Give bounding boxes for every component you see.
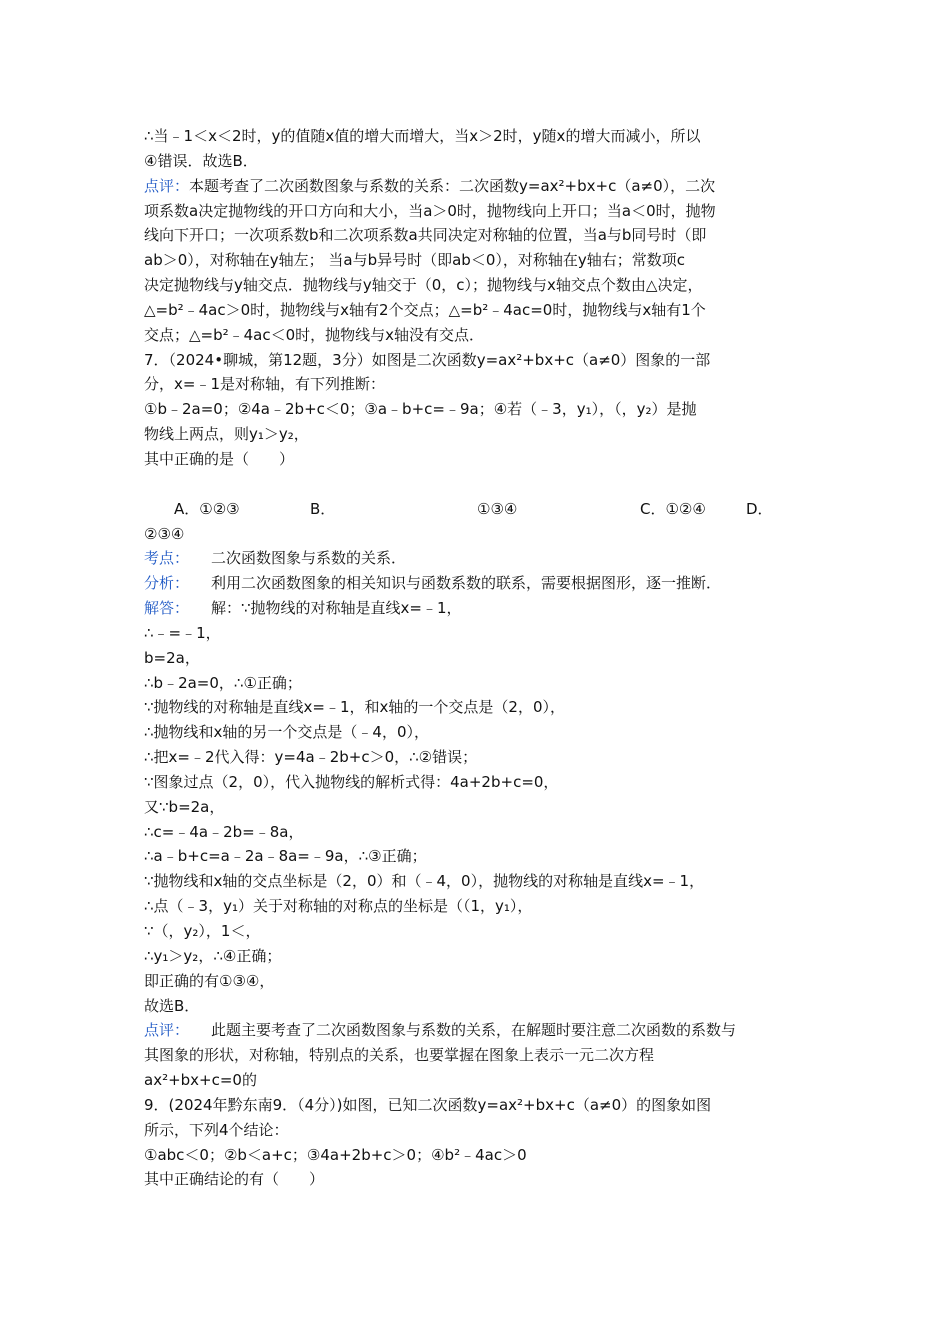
text-line: ∴y₁＞y₂，∴④正确；: [144, 946, 282, 965]
option-b-value: ①③④: [477, 499, 518, 518]
text-line: 其中正确结论的有（ ）: [144, 1170, 325, 1189]
option-d-value: ②③④: [144, 524, 185, 543]
text-line: ax²+bx+c=0的: [144, 1071, 257, 1090]
text-line: ab＞0），对称轴在y轴左； 当a与b异号时（即ab＜0），对称轴在y轴右；常数项c: [144, 251, 685, 270]
document-page: [144, 124, 809, 1192]
text-line: ∴﹣=﹣1，: [144, 623, 221, 642]
kaodian-line: [144, 546, 809, 571]
text-line: △=b²﹣4ac＞0时，抛物线与x轴有2个交点；△=b²﹣4ac=0时，抛物线与x轴有1个: [144, 300, 706, 319]
text-line: ④错误．故选B．: [144, 151, 258, 170]
comment-line: [144, 174, 809, 199]
text-line: ①abc＜0；②b＜a+c；③4a+2b+c＞0；④b²﹣4ac＞0: [144, 1145, 527, 1164]
text-line: 决定抛物线与y轴交点．抛物线与y轴交于（0，c）；抛物线与x轴交点个数由△决定，: [144, 276, 703, 295]
text-line: ∵图象过点（2，0），代入抛物线的解析式得：4a+2b+c=0，: [144, 772, 559, 791]
text-line: 解：∵抛物线的对称轴是直线x=﹣1，: [211, 599, 462, 618]
jieda-tag: 解答：: [144, 599, 190, 618]
text-line: ①b﹣2a=0；②4a﹣2b+c＜0；③a﹣b+c=﹣9a；④若（﹣3，y₁），（，y₂）是抛: [144, 400, 697, 419]
text-line: 本题考查了二次函数图象与系数的关系：二次函数y=ax²+bx+c（a≠0），二次: [189, 176, 716, 195]
jieda-line: [144, 596, 809, 621]
kaodian-tag: 考点：: [144, 549, 190, 568]
text-line: 其图象的形状，对称轴，特别点的关系，也要掌握在图象上表示一元二次方程: [144, 1046, 655, 1065]
text-line: 交点；△=b²﹣4ac＜0时，抛物线与x轴没有交点．: [144, 325, 485, 344]
text-line: b=2a，: [144, 648, 200, 667]
text-line: 分，x=﹣1是对称轴，有下列推断：: [144, 375, 385, 394]
text-line: ∵（，y₂），1＜，: [144, 922, 261, 940]
text-line: 线向下开口；一次项系数b和二次项系数a共同决定对称轴的位置，当a与b同号时（即: [144, 226, 707, 245]
blank-line: [144, 472, 809, 497]
question-line: 7．（2024•聊城，第12题，3分）如图是二次函数y=ax²+bx+c（a≠0）图象的一部: [144, 350, 711, 369]
answer-options: [144, 497, 809, 522]
question-line: 9．(2024年黔东南9．（4分）)如图，已知二次函数y=ax²+bx+c（a≠0）的图象如图: [144, 1095, 712, 1114]
text-line: 故选B．: [144, 996, 200, 1015]
text-line: 项系数a决定抛物线的开口方向和大小，当a＞0时，抛物线向上开口；当a＜0时，抛物: [144, 201, 716, 220]
text-line: 物线上两点，则y₁＞y₂，: [144, 425, 309, 444]
text-line: ∴当﹣1＜x＜2时，y的值随x值的增大而增大，当x＞2时，y随x的增大而减小，所以: [144, 127, 701, 145]
option-b: B．: [310, 499, 336, 518]
text-line: 其中正确的是（ ）: [144, 449, 295, 468]
text-line: ∴c=﹣4a﹣2b=﹣8a，: [144, 822, 304, 841]
kaodian-text: 二次函数图象与系数的关系．: [211, 549, 407, 568]
text-line: 即正确的有①③④，: [144, 971, 275, 990]
text-line: ∴a﹣b+c=a﹣2a﹣8a=﹣9a，∴③正确；: [144, 847, 427, 866]
text-line: 又∵b=2a，: [144, 797, 225, 816]
text-line: ∵抛物线和x轴的交点坐标是（2，0）和（﹣4，0），抛物线的对称轴是直线x=﹣1，: [144, 872, 705, 891]
text-line: ∴b﹣2a=0，∴①正确；: [144, 673, 302, 692]
comment-line: [144, 1018, 809, 1043]
text-line: 所示，下列4个结论：: [144, 1120, 289, 1139]
comment-tag: 点评：: [144, 1021, 190, 1040]
text-line: ∴抛物线和x轴的另一个交点是（﹣4，0），: [144, 723, 430, 742]
text-line: 利用二次函数图象的相关知识与函数系数的联系，需要根据图形，逐一推断．: [211, 574, 722, 593]
option-d: D．: [746, 499, 773, 518]
text-line: ∴把x=﹣2代入得：y=4a﹣2b+c＞0，∴②错误；: [144, 748, 478, 767]
comment-tag: 点评：: [144, 176, 190, 195]
text-line: ∴点（﹣3，y₁）关于对称轴的对称点的坐标是（（1，y₁），: [144, 897, 533, 916]
fenxi-tag: 分析：: [144, 574, 190, 593]
option-a: A．①②③: [174, 499, 240, 518]
text-line: 此题主要考查了二次函数图象与系数的关系，在解题时要注意二次函数的系数与: [211, 1021, 737, 1040]
fenxi-line: [144, 571, 809, 596]
option-c: C．①②④: [640, 499, 706, 518]
text-line: ∵抛物线的对称轴是直线x=﹣1，和x轴的一个交点是（2，0），: [144, 698, 565, 717]
